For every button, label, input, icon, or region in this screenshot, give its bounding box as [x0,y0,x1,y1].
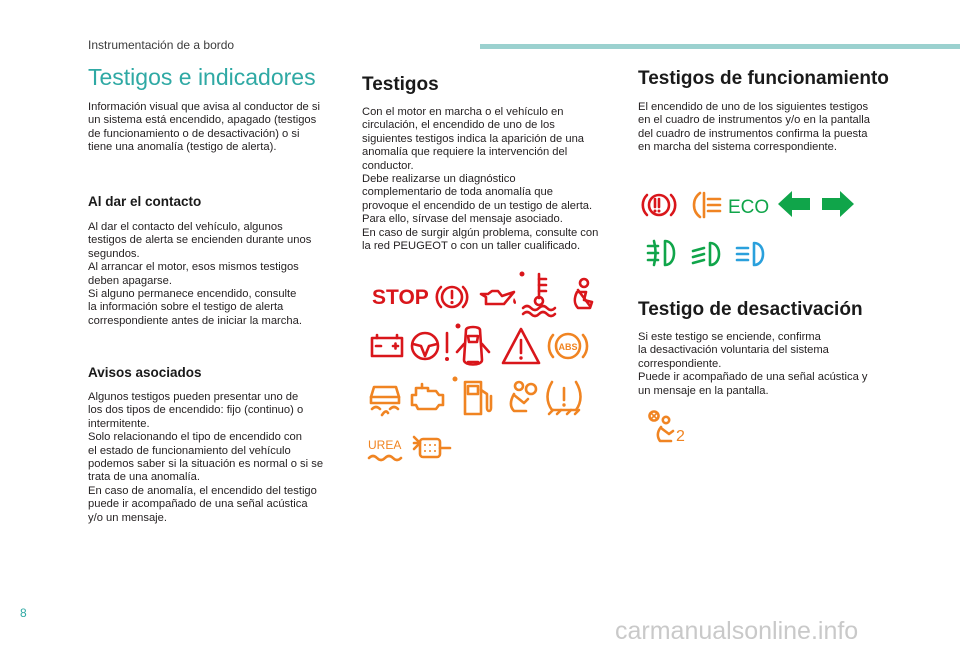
running-header: Instrumentación de a bordo [88,38,235,52]
stop-icon [372,281,429,311]
main-beam-icon [734,239,770,269]
warnings-paragraph: Con el motor en marcha o el vehículo en circulación, el encendido de uno de los siguientes testigos indica la aparición de una anomalía que requiere la intervención del conductor. Debe realizarse un diagnóstico complementario de toda anomalía que provoque el encendido de un testigo de alerta. Para ello, sírvase del mensaje asociado. En caso de surgir algún problema, consulte con la red PEUGEOT o con un taller cualificado. [362,106,599,253]
parking-brake-icon [641,190,677,220]
warnings-heading: Testigos [362,74,439,95]
alerts-paragraph: Algunos testigos pueden presentar uno de los dos tipos de encendido: fijo (continuo) o intermitente. Solo relacionando el tipo de encendido con el estado de funcionamiento del vehículo podemos saber si la situación es normal o si se trata de una anomalía. En caso de anomalía, el encendido del testigo puede ir acompañado de una señal acústica y/o un mensaje. [88,391,324,524]
deactivation-suffix: 2 [676,428,685,445]
rear-fog-light-icon [690,190,724,220]
urea-label: UREA [368,438,402,452]
low-fuel-icon [452,376,496,418]
seatbelt-icon [568,278,598,314]
particle-filter-icon [410,433,454,463]
engine-check-icon [408,382,448,412]
right-turn-signal-icon [820,188,856,220]
door-open-icon [455,322,491,370]
header-accent-bar [480,44,960,49]
abs-label: ABS [558,342,578,352]
deactivation-paragraph: Si este testigo se enciende, confirma la desactivación voluntaria del sistema correspondiente. Puede ir acompañado de una señal acústica y un mensaje en la pantalla. [638,331,868,397]
contact-heading: Al dar el contacto [88,194,202,209]
contact-paragraph: Al dar el contacto del vehículo, algunos testigos de alerta se encienden durante unos segundos. Al arrancar el motor, esos mismos testigos deben apagarse. Si alguno permanece encendido, consulte la información sobre el testigo de alerta correspondiente antes de iniciar la marcha. [88,221,312,327]
brake-warning-icon [435,282,469,312]
abs-icon [548,330,588,362]
eco-stop-start-icon [728,192,774,218]
general-warning-icon [500,326,542,366]
steering-fault-icon [409,328,455,364]
alerts-heading: Avisos asociados [88,365,202,380]
dipped-beam-icon [690,239,726,269]
page-number: 8 [20,606,27,620]
watermark: carmanualsonline.info [615,617,859,645]
passenger-airbag-off-icon [645,410,695,444]
adblue-urea-icon [366,434,406,466]
deactivation-heading: Testigo de desactivación [638,299,863,320]
front-fog-light-icon [645,238,681,268]
eco-label: ECO [728,197,770,218]
operation-indicators-paragraph: El encendido de uno de los siguientes testigos en el cuadro de instrumentos y/o en la pantalla del cuadro de instrumentos confirma la puesta en marcha del sistema correspondiente. [638,101,870,154]
stability-control-icon [368,381,402,417]
operation-indicators-heading: Testigos de funcionamiento [638,68,889,89]
page-title: Testigos e indicadores [88,64,316,90]
coolant-temperature-icon [519,270,559,316]
battery-icon [370,332,404,360]
intro-paragraph: Información visual que avisa al conductor de si un sistema está encendido, apagado (testigos de funcionamiento o de desactivación) o si tiene una anomalía (testigo de alerta). [88,101,320,154]
oil-pressure-icon [478,284,518,310]
stop-label: STOP [372,286,429,309]
left-turn-signal-icon [776,188,812,220]
tyre-pressure-icon [543,378,585,416]
airbag-icon [502,381,538,415]
